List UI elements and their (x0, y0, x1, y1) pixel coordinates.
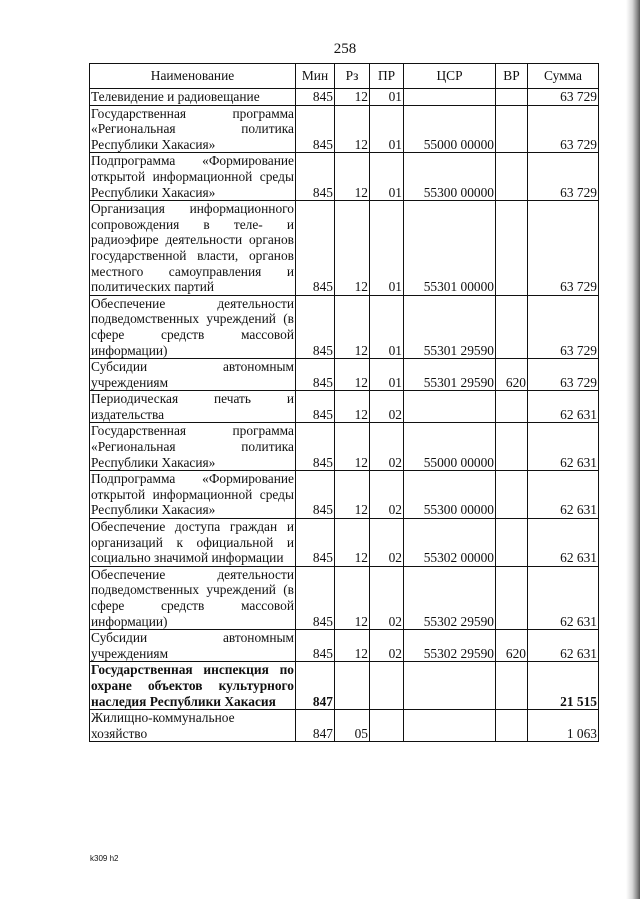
cell-name: Обеспечение деятельности подведомственных учреждений (в сфере средств массовой информации) (91, 295, 294, 358)
header-csr: ЦСР (404, 64, 496, 89)
cell-min: 845 (296, 153, 335, 201)
cell-vr (496, 471, 528, 519)
cell-csr: 55302 29590 (404, 630, 496, 662)
cell-name: Обеспечение доступа граждан и организаций к официальной и социально значимой информации (91, 519, 294, 566)
cell-sum: 21 515 (528, 662, 599, 710)
cell-vr: 620 (496, 359, 528, 391)
cell-csr (404, 710, 496, 742)
cell-name: Телевидение и радиовещание (90, 89, 296, 106)
cell-csr: 55300 00000 (404, 153, 496, 201)
cell-rz (335, 662, 370, 710)
cell-csr (404, 89, 496, 106)
cell-csr (404, 662, 496, 710)
cell-vr: 620 (496, 630, 528, 662)
cell-csr: 55300 00000 (404, 471, 496, 519)
cell-min: 845 (296, 201, 335, 296)
table-row (90, 89, 599, 106)
table-row (90, 710, 599, 742)
cell-pr: 01 (370, 295, 404, 358)
cell-rz: 12 (335, 471, 370, 519)
page-number: 258 (333, 41, 357, 57)
cell-rz: 12 (335, 359, 370, 391)
cell-pr (370, 710, 404, 742)
cell-name: Подпрограмма «Формирование открытой информационной среды Республики Хакасия» (91, 471, 294, 518)
cell-min: 845 (296, 391, 335, 423)
cell-pr: 02 (370, 630, 404, 662)
cell-sum: 62 631 (528, 566, 599, 629)
table-row (90, 391, 599, 423)
cell-rz: 12 (335, 201, 370, 296)
cell-vr (496, 89, 528, 106)
cell-name: Государственная программа «Региональная политика Республики Хакасия» (91, 105, 294, 152)
cell-name: Обеспечение деятельности подведомственных учреждений (в сфере средств массовой информации) (91, 566, 294, 629)
cell-sum: 62 631 (528, 471, 599, 519)
cell-min: 845 (296, 519, 335, 567)
cell-sum: 63 729 (528, 105, 599, 153)
cell-sum: 63 729 (528, 153, 599, 201)
cell-csr: 55302 29590 (404, 566, 496, 629)
cell-vr (496, 105, 528, 153)
cell-min: 845 (296, 359, 335, 391)
table-row (90, 630, 599, 662)
scan-edge-shadow (626, 0, 640, 899)
cell-min: 845 (296, 295, 335, 358)
cell-sum: 1 063 (528, 710, 599, 742)
cell-csr: 55302 00000 (404, 519, 496, 567)
cell-pr: 01 (370, 359, 404, 391)
table-row (90, 359, 599, 391)
cell-vr (496, 566, 528, 629)
cell-vr (496, 710, 528, 742)
cell-pr: 02 (370, 566, 404, 629)
header-min: Мин (296, 64, 335, 89)
cell-csr: 55301 29590 (404, 295, 496, 358)
cell-min: 845 (296, 566, 335, 629)
cell-min: 845 (296, 423, 335, 471)
cell-rz: 12 (335, 105, 370, 153)
cell-pr: 02 (370, 391, 404, 423)
cell-rz: 12 (335, 391, 370, 423)
cell-rz: 12 (335, 423, 370, 471)
cell-name: Государственная программа «Региональная политика Республики Хакасия» (91, 423, 294, 470)
header-pr: ПР (370, 64, 404, 89)
table-header-row (90, 64, 599, 89)
table-row (90, 566, 599, 629)
cell-name: Подпрограмма «Формирование открытой информационной среды Республики Хакасия» (91, 153, 294, 200)
cell-pr: 02 (370, 519, 404, 567)
cell-min: 845 (296, 630, 335, 662)
cell-min: 845 (296, 105, 335, 153)
cell-rz: 12 (335, 89, 370, 106)
table-row (90, 662, 599, 710)
cell-vr (496, 391, 528, 423)
cell-pr: 02 (370, 423, 404, 471)
header-rz: Рз (335, 64, 370, 89)
cell-rz: 12 (335, 630, 370, 662)
header-sum: Сумма (528, 64, 599, 89)
header-name: Наименование (90, 64, 296, 89)
table-row (90, 153, 599, 201)
cell-min: 847 (296, 662, 335, 710)
cell-vr (496, 153, 528, 201)
cell-min: 845 (296, 471, 335, 519)
cell-vr (496, 519, 528, 567)
table-row (90, 423, 599, 471)
table-row (90, 201, 599, 296)
cell-sum: 63 729 (528, 359, 599, 391)
cell-pr: 01 (370, 153, 404, 201)
cell-sum: 62 631 (528, 519, 599, 567)
cell-csr: 55301 00000 (404, 201, 496, 296)
cell-sum: 62 631 (528, 423, 599, 471)
cell-rz: 12 (335, 295, 370, 358)
cell-rz: 12 (335, 519, 370, 567)
budget-table (89, 63, 599, 742)
cell-csr: 55000 00000 (404, 423, 496, 471)
cell-rz: 12 (335, 153, 370, 201)
cell-sum: 63 729 (528, 201, 599, 296)
footer-code: k309 h2 (90, 854, 119, 863)
table-row (90, 471, 599, 519)
cell-vr (496, 662, 528, 710)
cell-csr: 55000 00000 (404, 105, 496, 153)
cell-pr: 01 (370, 201, 404, 296)
cell-min: 847 (296, 710, 335, 742)
cell-name: Периодическая печать и издательства (91, 391, 294, 422)
cell-name: Субсидии автономным учреждениям (91, 630, 294, 661)
table-row (90, 295, 599, 358)
cell-name: Субсидии автономным учреждениям (91, 359, 294, 390)
table-row (90, 519, 599, 567)
cell-sum: 63 729 (528, 295, 599, 358)
cell-rz: 05 (335, 710, 370, 742)
cell-name: Жилищно-коммунальное хозяйство (90, 710, 296, 742)
cell-rz: 12 (335, 566, 370, 629)
cell-sum: 62 631 (528, 630, 599, 662)
cell-sum: 62 631 (528, 391, 599, 423)
cell-pr: 01 (370, 89, 404, 106)
cell-vr (496, 295, 528, 358)
cell-name: Государственная инспекция по охране объектов культурного наследия Республики Хакасия (91, 662, 294, 709)
header-vr: ВР (496, 64, 528, 89)
cell-vr (496, 423, 528, 471)
cell-name: Организация информационного сопровождения в теле- и радиоэфире деятельности органов государственной власти, органов местного самоуправления и политических партий (91, 201, 294, 295)
cell-vr (496, 201, 528, 296)
cell-pr (370, 662, 404, 710)
cell-sum: 63 729 (528, 89, 599, 106)
cell-csr (404, 391, 496, 423)
cell-pr: 01 (370, 105, 404, 153)
cell-min: 845 (296, 89, 335, 106)
cell-csr: 55301 29590 (404, 359, 496, 391)
table-row (90, 105, 599, 153)
cell-pr: 02 (370, 471, 404, 519)
